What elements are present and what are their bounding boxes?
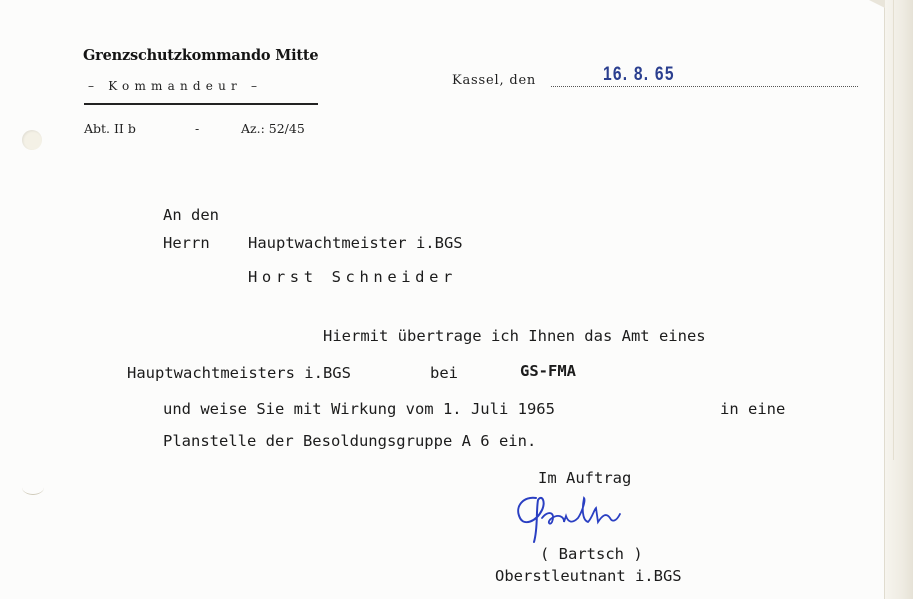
- letterhead-department: Abt. II b: [84, 121, 136, 136]
- body-line-2-bei: bei: [430, 364, 458, 382]
- letterhead-organization: Grenzschutzkommando Mitte: [83, 47, 319, 64]
- recipient-rank: Hauptwachtmeister i.BGS: [248, 234, 463, 252]
- closing-im-auftrag: Im Auftrag: [538, 469, 632, 487]
- recipient-salutation: Herrn: [163, 234, 210, 252]
- body-line-3: und weise Sie mit Wirkung vom 1. Juli 1965: [163, 400, 555, 418]
- date-stamp: 16. 8. 65: [603, 64, 675, 85]
- letterhead-reference: Az.: 52/45: [241, 121, 305, 136]
- letterhead-divider: [84, 103, 318, 105]
- body-line-1: Hiermit übertrage ich Ihnen das Amt eines: [323, 327, 706, 345]
- body-line-2-rank: Hauptwachtmeisters i.BGS: [127, 364, 351, 382]
- date-dotted-line: [551, 86, 858, 87]
- body-line-3-end: in eine: [720, 400, 786, 418]
- signer-name: ( Bartsch ): [540, 545, 643, 563]
- date-label: Kassel, den: [452, 73, 537, 88]
- punch-hole-bottom: [22, 480, 44, 495]
- signer-rank: Oberstleutnant i.BGS: [495, 567, 682, 585]
- recipient-name: Horst Schneider: [248, 268, 457, 286]
- letterhead-dash: -: [195, 121, 200, 136]
- underlying-sheet-edge: [884, 0, 913, 599]
- body-line-2-unit: GS-FMA: [520, 362, 576, 380]
- corner-fold: [869, 0, 885, 8]
- recipient-intro: An den: [163, 206, 219, 224]
- punch-hole-top: [22, 130, 42, 150]
- body-line-4: Planstelle der Besoldungsgruppe A 6 ein.: [163, 432, 537, 450]
- handwritten-signature: [512, 488, 662, 546]
- letterhead-role: – Kommandeur –: [88, 79, 263, 93]
